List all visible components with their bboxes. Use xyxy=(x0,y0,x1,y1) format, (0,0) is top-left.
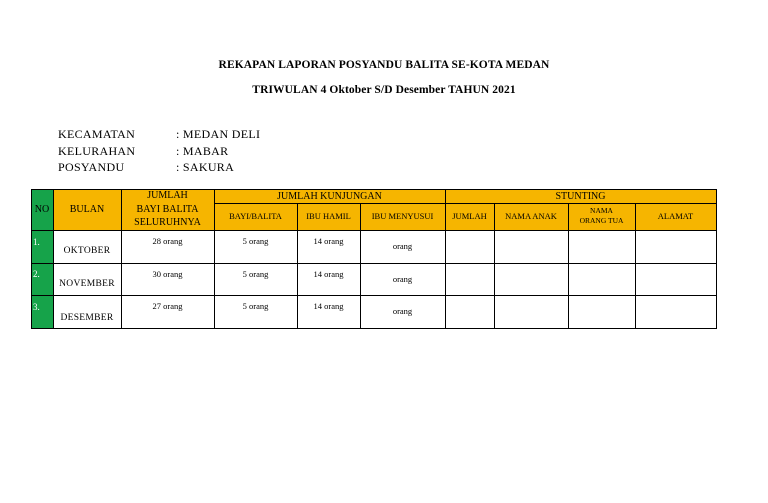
header-no: NO xyxy=(34,204,50,215)
header-ibu-hamil: IBU HAMIL xyxy=(306,211,351,221)
row-ibu-hamil: 14 orang xyxy=(313,301,344,311)
report-subtitle: TRIWULAN 4 Oktober S/D Desember TAHUN 2021 xyxy=(252,84,516,96)
header-nama-ortu-line2: ORANG TUA xyxy=(579,216,624,225)
header-stunting-jumlah: JUMLAH xyxy=(452,211,487,221)
row-ibu-hamil: 14 orang xyxy=(313,269,344,279)
header-alamat: ALAMAT xyxy=(657,211,694,221)
header-jumlah-kunjungan: JUMLAH KUNJUNGAN xyxy=(277,191,382,202)
header-ibu-menyusui: IBU MENYUSUI xyxy=(371,211,434,221)
row-bulan: NOVEMBER xyxy=(59,279,115,289)
row-bulan: OKTOBER xyxy=(63,246,111,256)
row-ibu-hamil: 14 orang xyxy=(313,236,344,246)
row-bayi-balita: 5 orang xyxy=(242,301,269,311)
row-ibu-menyusui: orang xyxy=(392,274,413,284)
row-bayi-balita: 5 orang xyxy=(242,269,269,279)
row-jumlah: 27 orang xyxy=(152,301,183,311)
info-kelurahan-value: : MABAR xyxy=(176,144,229,158)
row-no: 2. xyxy=(33,269,40,279)
row-jumlah: 30 orang xyxy=(152,269,183,279)
info-kelurahan-label: KELURAHAN xyxy=(58,144,136,158)
header-bayi-balita: BAYI/BALITA xyxy=(229,211,282,221)
info-kecamatan-label: KECAMATAN xyxy=(58,127,136,141)
header-jumlah-line1: JUMLAH xyxy=(147,190,188,201)
header-jumlah-line2: BAYI BALITA xyxy=(136,204,199,215)
header-stunting: STUNTING xyxy=(555,191,606,202)
row-no: 1. xyxy=(33,237,40,247)
row-bayi-balita: 5 orang xyxy=(242,236,269,246)
report-title: REKAPAN LAPORAN POSYANDU BALITA SE-KOTA MEDAN xyxy=(218,59,550,71)
info-posyandu-value: : SAKURA xyxy=(176,160,235,174)
header-nama-ortu-line1: NAMA xyxy=(590,206,613,215)
row-ibu-menyusui: orang xyxy=(392,306,413,316)
info-posyandu-label: POSYANDU xyxy=(58,160,125,174)
info-kecamatan-value: : MEDAN DELI xyxy=(176,127,261,141)
header-jumlah-line3: SELURUHNYA xyxy=(134,217,201,228)
row-no: 3. xyxy=(33,302,40,312)
header-nama-anak: NAMA ANAK xyxy=(505,211,557,221)
row-jumlah: 28 orang xyxy=(152,236,183,246)
row-bulan: DESEMBER xyxy=(60,313,114,323)
header-bulan: BULAN xyxy=(69,204,105,215)
row-ibu-menyusui: orang xyxy=(392,241,413,251)
